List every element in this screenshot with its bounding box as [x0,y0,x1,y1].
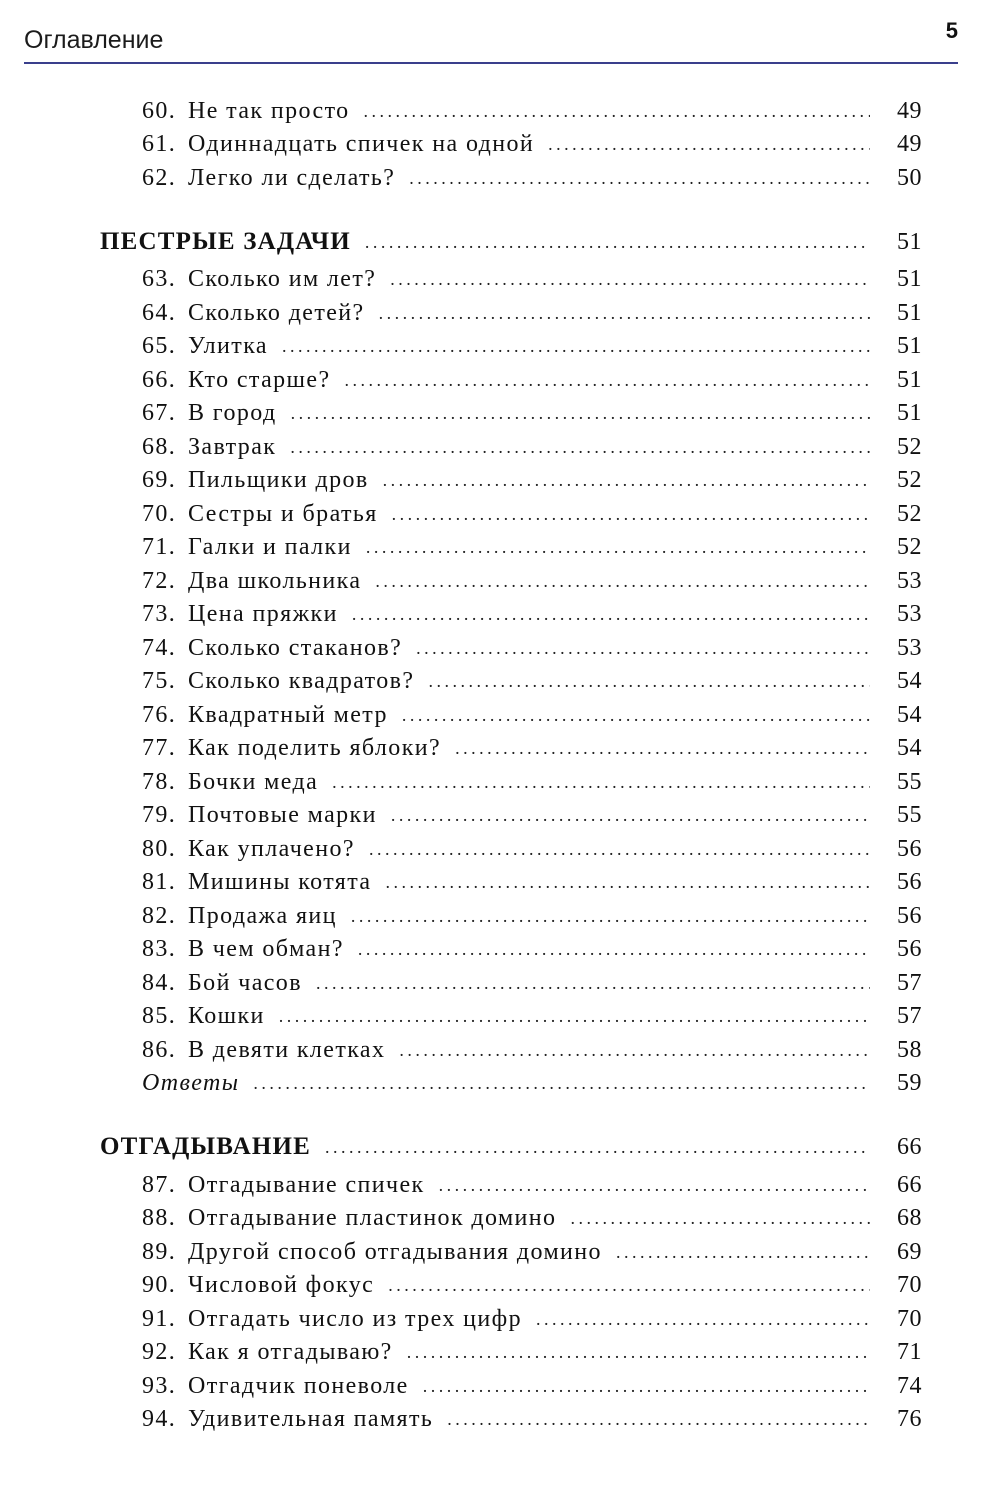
entry-number: 72. [142,567,177,594]
section-title: ПЕСТРЫЕ ЗАДАЧИ [100,227,351,255]
entry-page-number: 68 [897,1205,922,1231]
entry-page-number: 50 [897,164,922,191]
page-header [24,14,958,64]
toc-group [100,219,922,1099]
toc-entry[interactable] [100,629,922,663]
toc-entry[interactable] [100,428,922,462]
toc-entry[interactable] [100,395,922,429]
section-page-number: 51 [897,228,922,255]
entry-page-number: 56 [897,869,922,895]
entry-title: Числовой фокус [188,1272,375,1298]
entry-title: Удивительная память [188,1406,434,1432]
toc-entry[interactable] [100,159,922,193]
entry-title: Отгадчик поневоле [188,1372,409,1399]
dot-leader [366,532,870,562]
entry-page-number: 56 [897,835,922,862]
dot-leader [351,901,870,931]
entry-number: 83. [142,936,177,962]
toc-entry[interactable] [100,529,922,563]
entry-title: Завтрак [188,433,277,460]
entry-number: 63. [142,266,177,292]
entry-page-number: 57 [897,1003,922,1029]
entry-page-number: 54 [897,701,922,728]
toc-entry[interactable] [100,763,922,797]
entry-title: В чем обман? [188,936,344,962]
entry-page-number: 51 [897,400,922,426]
dot-leader [279,1001,870,1031]
toc-entry[interactable] [100,1200,922,1234]
entry-number: 69. [142,467,177,493]
entry-title: Сколько стаканов? [188,634,403,661]
dot-leader [409,163,870,193]
entry-number: 86. [142,1036,177,1063]
entry-page-number: 49 [897,97,922,124]
page-number: 5 [945,18,958,43]
entry-page-number: 69 [897,1238,922,1265]
entry-number: 88. [142,1205,177,1231]
entry-title: Бочки меда [188,768,319,795]
toc-entry[interactable] [100,328,922,362]
entry-number: 75. [142,668,177,694]
entry-page-number: 52 [897,433,922,460]
entry-page-number: 54 [897,668,922,694]
dot-leader [358,934,870,964]
dot-leader [332,767,870,797]
entry-page-number: 57 [897,969,922,996]
section-page-number: 66 [897,1134,922,1160]
entry-title: Не так просто [188,97,350,124]
entry-title: Пильщики дров [188,467,369,493]
section-heading[interactable] [100,219,922,257]
entry-number: 65. [142,333,177,359]
entry-title: Как я отгадываю? [188,1339,393,1365]
entry-title: Одиннадцать спичек на одной [188,131,535,157]
entry-title: Два школьника [188,567,362,594]
entry-number: 66. [142,366,177,393]
entry-number: 84. [142,969,177,996]
entry-title: В девяти клетках [188,1036,386,1063]
dot-leader [439,1170,870,1200]
dot-leader [379,298,870,328]
entry-page-number: 52 [897,500,922,527]
entry-page-number: 53 [897,601,922,627]
toc-entry[interactable] [100,730,922,764]
entry-page-number: 70 [897,1305,922,1332]
toc-entry[interactable] [100,830,922,864]
dot-leader [407,1337,870,1367]
entry-number: 60. [142,97,177,124]
entry-title: Как уплачено? [188,835,355,862]
entry-number: 78. [142,768,177,795]
entry-page-number: 53 [897,567,922,594]
entry-title: Продажа яиц [188,902,337,929]
entry-number: 76. [142,701,177,728]
dot-leader [390,264,870,294]
answers-page-number: 59 [897,1070,922,1096]
entry-number: 77. [142,735,177,761]
entry-page-number: 55 [897,768,922,795]
entry-number: 74. [142,634,177,661]
entry-number: 92. [142,1339,177,1365]
entry-title: Почтовые марки [188,802,377,828]
entry-page-number: 51 [897,366,922,393]
entry-page-number: 49 [897,131,922,157]
entry-page-number: 51 [897,333,922,359]
entry-page-number: 66 [897,1171,922,1198]
section-title: ОТГАДЫВАНИЕ [100,1133,312,1160]
entry-title: Кто старше? [188,366,331,393]
entry-number: 87. [142,1171,177,1198]
entry-number: 71. [142,534,177,560]
dot-leader [352,599,870,629]
entry-title: Сестры и братья [188,500,378,527]
dot-leader [399,1035,870,1065]
toc-entry[interactable] [100,1233,922,1267]
page-header-title: Оглавление [24,26,164,54]
entry-number: 91. [142,1305,177,1332]
toc-entry[interactable] [100,1401,922,1435]
section-heading[interactable] [100,1124,922,1162]
entry-page-number: 52 [897,534,922,560]
toc-entry[interactable] [100,1300,922,1334]
toc-entry[interactable] [100,92,922,126]
table-of-contents [100,92,922,1434]
dot-leader [365,227,870,257]
toc-entry[interactable] [100,1166,922,1200]
entry-title: Мишины котята [188,869,372,895]
entry-number: 62. [142,164,177,191]
toc-entry[interactable] [100,696,922,730]
toc-entry[interactable] [100,998,922,1032]
entry-page-number: 74 [897,1372,922,1399]
dot-leader [570,1203,870,1233]
entry-title: Бой часов [188,969,302,996]
entry-number: 68. [142,433,177,460]
entry-number: 61. [142,131,177,157]
entry-number: 85. [142,1003,177,1029]
toc-entry[interactable] [100,495,922,529]
entry-title: Как поделить яблоки? [188,735,442,761]
entry-title: Улитка [188,333,268,359]
entry-title: Сколько им лет? [188,266,377,292]
entry-page-number: 56 [897,936,922,962]
dot-leader [616,1237,870,1267]
dot-leader [383,465,870,495]
toc-entry[interactable] [100,964,922,998]
dot-leader [392,499,870,529]
toc-entry[interactable] [100,562,922,596]
entry-title: Сколько детей? [188,299,365,326]
dot-leader [282,331,870,361]
dot-leader [391,800,870,830]
entry-title: Цена пряжки [188,601,338,627]
entry-number: 93. [142,1372,177,1399]
toc-entry[interactable] [100,864,922,898]
entry-title: Кошки [188,1003,265,1029]
toc-entry[interactable] [100,462,922,496]
toc-entry[interactable] [100,897,922,931]
toc-entry[interactable] [100,797,922,831]
dot-leader [345,365,870,395]
entry-page-number: 71 [897,1339,922,1365]
entry-page-number: 54 [897,735,922,761]
entry-number: 94. [142,1406,177,1432]
entry-page-number: 51 [897,266,922,292]
dot-leader [375,566,870,596]
dot-leader [447,1404,870,1434]
dot-leader [290,432,870,462]
toc-group [100,92,922,193]
entry-page-number: 58 [897,1036,922,1063]
toc-entry[interactable] [100,361,922,395]
dot-leader [369,834,870,864]
dot-leader [316,968,870,998]
dot-leader [548,129,870,159]
toc-entry[interactable] [100,1334,922,1368]
dot-leader [536,1304,870,1334]
entry-number: 73. [142,601,177,627]
entry-title: Квадратный метр [188,701,388,728]
entry-page-number: 56 [897,902,922,929]
entry-page-number: 70 [897,1272,922,1298]
toc-entry[interactable] [100,1031,922,1065]
dot-leader [291,398,870,428]
entry-title: Легко ли сделать? [188,164,396,191]
entry-title: Отгадывание спичек [188,1171,425,1198]
entry-title: Сколько квадратов? [188,668,415,694]
dot-leader [385,867,870,897]
entry-title: Галки и палки [188,534,352,560]
entry-page-number: 55 [897,802,922,828]
toc-entry[interactable] [100,596,922,630]
entry-title: Другой способ отгадывания домино [188,1238,602,1265]
entry-number: 82. [142,902,177,929]
toc-entry[interactable] [100,294,922,328]
entry-page-number: 51 [897,299,922,326]
entry-number: 79. [142,802,177,828]
dot-leader [455,733,870,763]
entry-number: 64. [142,299,177,326]
dot-leader [364,96,870,126]
entry-page-number: 52 [897,467,922,493]
entry-title: Отгадать число из трех цифр [188,1305,523,1332]
entry-page-number: 53 [897,634,922,661]
entry-title: В город [188,400,277,426]
entry-number: 90. [142,1272,177,1298]
dot-leader [428,666,870,696]
dot-leader [402,700,870,730]
toc-entry[interactable] [100,663,922,697]
entry-number: 89. [142,1238,177,1265]
header-divider [24,62,958,64]
dot-leader [253,1068,870,1098]
entry-title: Отгадывание пластинок домино [188,1205,557,1231]
entry-number: 81. [142,869,177,895]
toc-entry[interactable] [100,261,922,295]
dot-leader [423,1371,870,1401]
toc-entry[interactable] [100,126,922,160]
dot-leader [325,1132,870,1162]
toc-entry[interactable] [100,931,922,965]
dot-leader [388,1270,870,1300]
answers-entry[interactable] [100,1065,922,1099]
toc-entry[interactable] [100,1267,922,1301]
entry-page-number: 76 [897,1406,922,1432]
entry-number: 70. [142,500,177,527]
dot-leader [416,633,870,663]
toc-group [100,1124,922,1434]
entry-number: 67. [142,400,177,426]
entry-number: 80. [142,835,177,862]
toc-entry[interactable] [100,1367,922,1401]
answers-title: Ответы [142,1070,240,1096]
